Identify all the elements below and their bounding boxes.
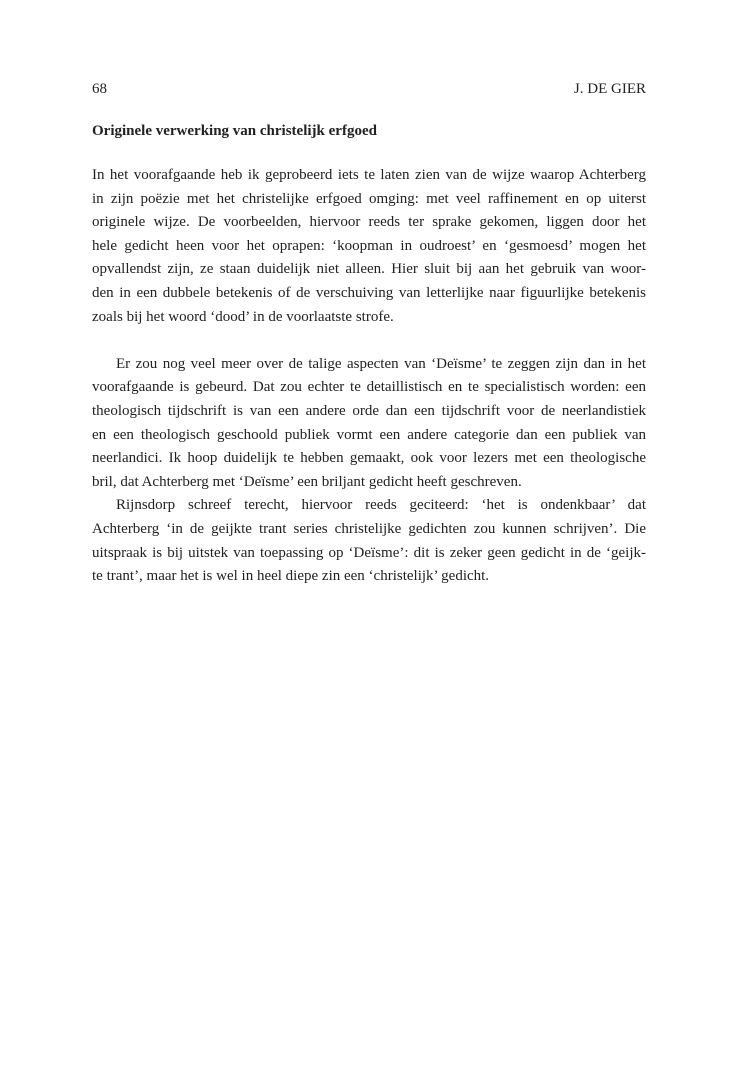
- text-line: Er zou nog veel meer over de talige aspecten van ‘Deïsme’ te zeggen zijn dan in het: [116, 355, 646, 372]
- text-line: theologisch tijdschrift is van een andere orde dan een tijdschrift voor de neerlandistiek: [92, 402, 646, 419]
- text-line: neerlandici. Ik hoop duidelijk te hebben gemaakt, ook voor lezers met een theologische: [92, 450, 646, 467]
- paragraph-2: [92, 353, 646, 495]
- paragraph-1: [92, 164, 646, 329]
- running-head-author: J. DE GIER: [573, 81, 646, 97]
- text-line: Achterberg ‘in de geijkte trant series christelijke gedichten zou kunnen schrijven’. Die: [92, 520, 646, 537]
- text-line: originele wijze. De voorbeelden, hiervoor reeds ter sprake gekomen, liggen door het: [92, 214, 646, 231]
- text-line: zoals bij het woord ‘dood’ in de voorlaatste strofe.: [92, 308, 394, 325]
- text-line: en een theologisch geschoold publiek vormt een andere categorie dan een publiek van: [92, 426, 646, 443]
- text-line: den in een dubbele betekenis of de verschuiving van letterlijke naar figuurlijke betekenis: [92, 284, 646, 301]
- running-header: [92, 78, 646, 100]
- text-line: opvallendst zijn, ze staan duidelijk niet alleen. Hier sluit bij aan het gebruik van woor-: [92, 261, 646, 278]
- paragraph-spacer: [92, 329, 646, 353]
- page-number: 68: [92, 81, 107, 97]
- paragraph-3: [92, 494, 646, 588]
- text-line: uitspraak is bij uitstek van toepassing op ‘Deïsme’: dit is zeker geen gedicht in de ‘geijk-: [92, 544, 646, 561]
- text-line: voorafgaande is gebeurd. Dat zou echter te detaillistisch en te specialistisch worden: een: [92, 379, 646, 396]
- text-line: te trant’, maar het is wel in heel diepe zin een ‘christelijk’ gedicht.: [92, 568, 490, 585]
- text-line: hele gedicht heen voor het oprapen: ‘koopman in oudroest’ en ‘gesmoesd’ mogen het: [92, 237, 646, 254]
- body-text: [92, 164, 646, 589]
- text-line: bril, dat Achterberg met ‘Deïsme’ een briljant gedicht heeft geschreven.: [92, 473, 522, 490]
- text-line: in zijn poëzie met het christelijke erfgoed omging: met veel raffinement en op uiterst: [92, 190, 646, 207]
- text-line: In het voorafgaande heb ik geprobeerd iets te laten zien van de wijze waarop Achterberg: [92, 167, 646, 183]
- text-line: Rijnsdorp schreef terecht, hiervoor reeds geciteerd: ‘het is ondenkbaar’ dat: [116, 497, 646, 514]
- section-heading: Originele verwerking van christelijk erfgoed: [92, 123, 377, 139]
